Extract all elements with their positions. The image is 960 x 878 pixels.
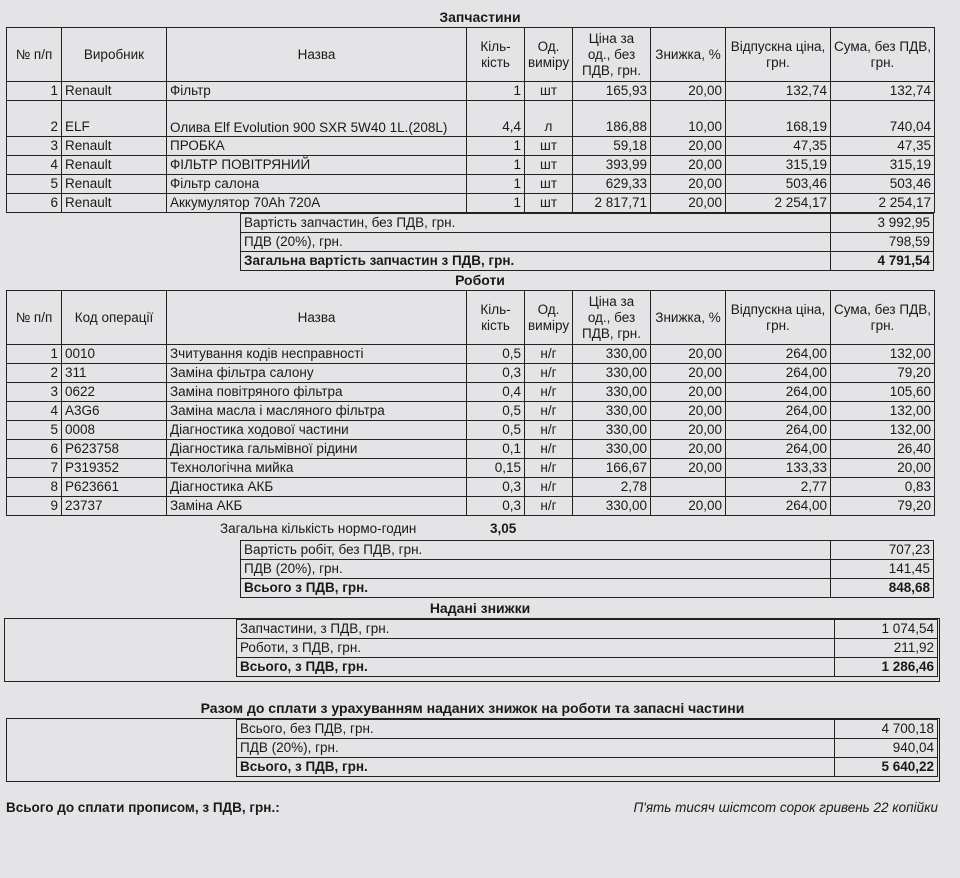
- works-header-cell: Кіль-кість: [467, 291, 525, 345]
- parts-cell: 2 254,17: [726, 194, 831, 213]
- table-row: [7, 402, 935, 421]
- works-cell: A3G6: [62, 402, 167, 421]
- works-cell: P623758: [62, 440, 167, 459]
- works-cell: 264,00: [726, 383, 831, 402]
- table-row: [7, 101, 935, 137]
- parts-cell: 315,19: [831, 156, 935, 175]
- summary-value: 707,23: [831, 541, 934, 560]
- table-row: [7, 82, 935, 101]
- works-cell: 0,4: [467, 383, 525, 402]
- parts-header-cell: Назва: [167, 28, 467, 82]
- parts-cell: 503,46: [831, 175, 935, 194]
- parts-cell: Олива Elf Evolution 900 SXR 5W40 1L.(208L): [167, 101, 467, 137]
- parts-cell: 20,00: [651, 137, 726, 156]
- hours-value: 3,05: [490, 521, 517, 536]
- hours-label: Загальна кількість нормо-годин: [220, 521, 417, 536]
- table-row: [7, 156, 935, 175]
- works-cell: 20,00: [651, 497, 726, 516]
- parts-cell: ПРОБКА: [167, 137, 467, 156]
- works-cell: 330,00: [573, 383, 651, 402]
- table-row: [7, 440, 935, 459]
- parts-cell: 2 254,17: [831, 194, 935, 213]
- works-header-cell: Сума, без ПДВ, грн.: [831, 291, 935, 345]
- works-header-cell: Відпускна ціна, грн.: [726, 291, 831, 345]
- works-cell: 4: [7, 402, 62, 421]
- summary-row: [237, 658, 938, 677]
- parts-cell: шт: [525, 194, 573, 213]
- works-cell: 20,00: [651, 345, 726, 364]
- parts-cell: 20,00: [651, 82, 726, 101]
- parts-header-cell: Знижка, %: [651, 28, 726, 82]
- parts-header-cell: Виробник: [62, 28, 167, 82]
- parts-cell: 1: [7, 82, 62, 101]
- parts-cell: шт: [525, 82, 573, 101]
- summary-value: 3 992,95: [831, 214, 934, 233]
- parts-cell: 1: [467, 194, 525, 213]
- table-row: [7, 383, 935, 402]
- parts-cell: 168,19: [726, 101, 831, 137]
- total-title: Разом до сплати з урахуванням наданих знижок на роботи та запасні частини: [200, 700, 745, 716]
- parts-cell: 59,18: [573, 137, 651, 156]
- parts-cell: Renault: [62, 137, 167, 156]
- summary-label: Всього з ПДВ, грн.: [241, 579, 831, 598]
- parts-cell: Renault: [62, 82, 167, 101]
- parts-cell: шт: [525, 137, 573, 156]
- table-row: [7, 175, 935, 194]
- summary-value: 1 286,46: [835, 658, 938, 677]
- works-cell: н/г: [525, 345, 573, 364]
- works-cell: Технологічна мийка: [167, 459, 467, 478]
- works-cell: 330,00: [573, 497, 651, 516]
- works-cell: 0,5: [467, 345, 525, 364]
- summary-row: [237, 758, 938, 777]
- works-cell: 166,67: [573, 459, 651, 478]
- parts-cell: 20,00: [651, 156, 726, 175]
- parts-table: [6, 27, 935, 213]
- works-cell: Заміна повітряного фільтра: [167, 383, 467, 402]
- total-summary: [236, 719, 938, 777]
- works-cell: 0,5: [467, 402, 525, 421]
- works-cell: 20,00: [651, 383, 726, 402]
- works-cell: 20,00: [651, 459, 726, 478]
- parts-cell: Фільтр салона: [167, 175, 467, 194]
- parts-cell: 186,88: [573, 101, 651, 137]
- parts-cell: 2 817,71: [573, 194, 651, 213]
- parts-cell: шт: [525, 175, 573, 194]
- works-cell: 330,00: [573, 440, 651, 459]
- parts-cell: 503,46: [726, 175, 831, 194]
- summary-label: Всього, без ПДВ, грн.: [237, 720, 835, 739]
- works-cell: [651, 478, 726, 497]
- parts-cell: 4,4: [467, 101, 525, 137]
- parts-cell: 132,74: [831, 82, 935, 101]
- parts-cell: 629,33: [573, 175, 651, 194]
- in-words-value: П'ять тисяч шістсот сорок гривень 22 копійки: [633, 800, 938, 815]
- works-cell: н/г: [525, 459, 573, 478]
- works-cell: 0,3: [467, 364, 525, 383]
- parts-header-cell: Ціна за од., без ПДВ, грн.: [573, 28, 651, 82]
- parts-cell: Renault: [62, 156, 167, 175]
- works-cell: 330,00: [573, 364, 651, 383]
- works-cell: н/г: [525, 421, 573, 440]
- works-cell: 264,00: [726, 497, 831, 516]
- parts-cell: Renault: [62, 175, 167, 194]
- works-cell: 0,1: [467, 440, 525, 459]
- works-cell: 5: [7, 421, 62, 440]
- works-cell: 7: [7, 459, 62, 478]
- works-cell: 6: [7, 440, 62, 459]
- summary-row: [237, 739, 938, 758]
- works-cell: 79,20: [831, 364, 935, 383]
- works-cell: Зчитування кодів несправності: [167, 345, 467, 364]
- parts-cell: Фільтр: [167, 82, 467, 101]
- summary-row: [241, 541, 934, 560]
- works-cell: 0,3: [467, 497, 525, 516]
- works-cell: 0,83: [831, 478, 935, 497]
- works-body: [7, 345, 935, 516]
- works-cell: 0,5: [467, 421, 525, 440]
- works-cell: н/г: [525, 402, 573, 421]
- works-cell: 264,00: [726, 440, 831, 459]
- table-row: [7, 497, 935, 516]
- works-table: [6, 290, 935, 516]
- parts-cell: 165,93: [573, 82, 651, 101]
- summary-row: [237, 639, 938, 658]
- works-cell: 9: [7, 497, 62, 516]
- summary-row: [237, 720, 938, 739]
- works-cell: 1: [7, 345, 62, 364]
- works-cell: 3: [7, 383, 62, 402]
- works-cell: 264,00: [726, 421, 831, 440]
- summary-label: Роботи, з ПДВ, грн.: [237, 639, 835, 658]
- works-cell: Заміна масла і масляного фільтра: [167, 402, 467, 421]
- works-cell: 20,00: [651, 440, 726, 459]
- summary-row: [237, 620, 938, 639]
- works-cell: 330,00: [573, 345, 651, 364]
- works-cell: 105,60: [831, 383, 935, 402]
- works-cell: н/г: [525, 478, 573, 497]
- summary-row: [241, 233, 934, 252]
- parts-cell: 3: [7, 137, 62, 156]
- summary-value: 4 791,54: [831, 252, 934, 271]
- summary-row: [241, 214, 934, 233]
- works-cell: 0008: [62, 421, 167, 440]
- summary-value: 848,68: [831, 579, 934, 598]
- works-cell: 264,00: [726, 364, 831, 383]
- parts-cell: ELF: [62, 101, 167, 137]
- works-header-cell: Код операції: [62, 291, 167, 345]
- parts-title: Запчастини: [439, 9, 521, 25]
- parts-cell: ФІЛЬТР ПОВІТРЯНИЙ: [167, 156, 467, 175]
- parts-cell: 20,00: [651, 175, 726, 194]
- works-cell: 20,00: [651, 364, 726, 383]
- works-cell: 311: [62, 364, 167, 383]
- summary-value: 798,59: [831, 233, 934, 252]
- discounts-summary: [236, 619, 938, 677]
- table-row: [7, 478, 935, 497]
- parts-cell: 740,04: [831, 101, 935, 137]
- parts-body: [7, 82, 935, 213]
- summary-label: ПДВ (20%), грн.: [241, 560, 831, 579]
- table-row: [7, 137, 935, 156]
- summary-label: ПДВ (20%), грн.: [241, 233, 831, 252]
- works-summary: [240, 540, 934, 598]
- parts-cell: л: [525, 101, 573, 137]
- summary-row: [241, 579, 934, 598]
- works-cell: 8: [7, 478, 62, 497]
- works-cell: 0,3: [467, 478, 525, 497]
- works-cell: н/г: [525, 383, 573, 402]
- works-cell: 0,15: [467, 459, 525, 478]
- parts-cell: шт: [525, 156, 573, 175]
- parts-cell: 10,00: [651, 101, 726, 137]
- parts-cell: Renault: [62, 194, 167, 213]
- table-row: [7, 345, 935, 364]
- works-cell: н/г: [525, 440, 573, 459]
- works-cell: 2: [7, 364, 62, 383]
- parts-header-cell: Од. виміру: [525, 28, 573, 82]
- works-cell: 330,00: [573, 402, 651, 421]
- table-row: [7, 421, 935, 440]
- table-row: [7, 194, 935, 213]
- works-cell: Заміна АКБ: [167, 497, 467, 516]
- discounts-title: Надані знижки: [429, 600, 531, 616]
- parts-cell: 1: [467, 82, 525, 101]
- works-cell: 2,77: [726, 478, 831, 497]
- works-cell: Діагностика АКБ: [167, 478, 467, 497]
- parts-cell: 47,35: [726, 137, 831, 156]
- summary-label: Загальна вартість запчастин з ПДВ, грн.: [241, 252, 831, 271]
- works-cell: н/г: [525, 364, 573, 383]
- works-cell: 132,00: [831, 345, 935, 364]
- parts-cell: 1: [467, 137, 525, 156]
- works-cell: 23737: [62, 497, 167, 516]
- works-cell: 264,00: [726, 402, 831, 421]
- works-cell: 330,00: [573, 421, 651, 440]
- summary-value: 940,04: [835, 739, 938, 758]
- summary-value: 5 640,22: [835, 758, 938, 777]
- works-cell: Діагностика ходової частини: [167, 421, 467, 440]
- parts-cell: 132,74: [726, 82, 831, 101]
- parts-cell: 1: [467, 156, 525, 175]
- works-cell: 264,00: [726, 345, 831, 364]
- parts-cell: 315,19: [726, 156, 831, 175]
- parts-header-cell: Сума, без ПДВ, грн.: [831, 28, 935, 82]
- table-row: [7, 364, 935, 383]
- works-cell: 26,40: [831, 440, 935, 459]
- works-header-cell: № п/п: [7, 291, 62, 345]
- works-cell: 79,20: [831, 497, 935, 516]
- works-header-cell: Назва: [167, 291, 467, 345]
- parts-cell: Аккумулятор 70Ah 720A: [167, 194, 467, 213]
- works-cell: 132,00: [831, 421, 935, 440]
- table-row: [7, 459, 935, 478]
- summary-value: 1 074,54: [835, 620, 938, 639]
- works-cell: Заміна фільтра салону: [167, 364, 467, 383]
- works-cell: P623661: [62, 478, 167, 497]
- works-header-cell: Знижка, %: [651, 291, 726, 345]
- summary-label: Всього, з ПДВ, грн.: [237, 758, 835, 777]
- parts-cell: 393,99: [573, 156, 651, 175]
- summary-value: 141,45: [831, 560, 934, 579]
- works-cell: 20,00: [651, 421, 726, 440]
- summary-value: 4 700,18: [835, 720, 938, 739]
- works-cell: н/г: [525, 497, 573, 516]
- works-cell: 20,00: [651, 402, 726, 421]
- parts-header-row: [7, 28, 935, 82]
- summary-value: 211,92: [835, 639, 938, 658]
- parts-header-cell: Відпускна ціна, грн.: [726, 28, 831, 82]
- parts-cell: 47,35: [831, 137, 935, 156]
- works-header-row: [7, 291, 935, 345]
- in-words-label: Всього до сплати прописом, з ПДВ, грн.:: [6, 800, 280, 815]
- parts-cell: 4: [7, 156, 62, 175]
- summary-label: Запчастини, з ПДВ, грн.: [237, 620, 835, 639]
- parts-cell: 20,00: [651, 194, 726, 213]
- works-cell: 2,78: [573, 478, 651, 497]
- summary-row: [241, 252, 934, 271]
- works-cell: P319352: [62, 459, 167, 478]
- works-cell: 132,00: [831, 402, 935, 421]
- works-cell: Діагностика гальмівної рідини: [167, 440, 467, 459]
- parts-cell: 5: [7, 175, 62, 194]
- parts-cell: 2: [7, 101, 62, 137]
- parts-summary: [240, 213, 934, 271]
- parts-header-cell: Кіль-кість: [467, 28, 525, 82]
- works-cell: 0622: [62, 383, 167, 402]
- parts-cell: 1: [467, 175, 525, 194]
- parts-cell: 6: [7, 194, 62, 213]
- works-header-cell: Ціна за од., без ПДВ, грн.: [573, 291, 651, 345]
- works-header-cell: Од. виміру: [525, 291, 573, 345]
- works-cell: 20,00: [831, 459, 935, 478]
- summary-label: Вартість робіт, без ПДВ, грн.: [241, 541, 831, 560]
- summary-label: ПДВ (20%), грн.: [237, 739, 835, 758]
- works-cell: 133,33: [726, 459, 831, 478]
- summary-row: [241, 560, 934, 579]
- parts-header-cell: № п/п: [7, 28, 62, 82]
- summary-label: Вартість запчастин, без ПДВ, грн.: [241, 214, 831, 233]
- summary-label: Всього, з ПДВ, грн.: [237, 658, 835, 677]
- works-cell: 0010: [62, 345, 167, 364]
- works-title: Роботи: [455, 272, 505, 288]
